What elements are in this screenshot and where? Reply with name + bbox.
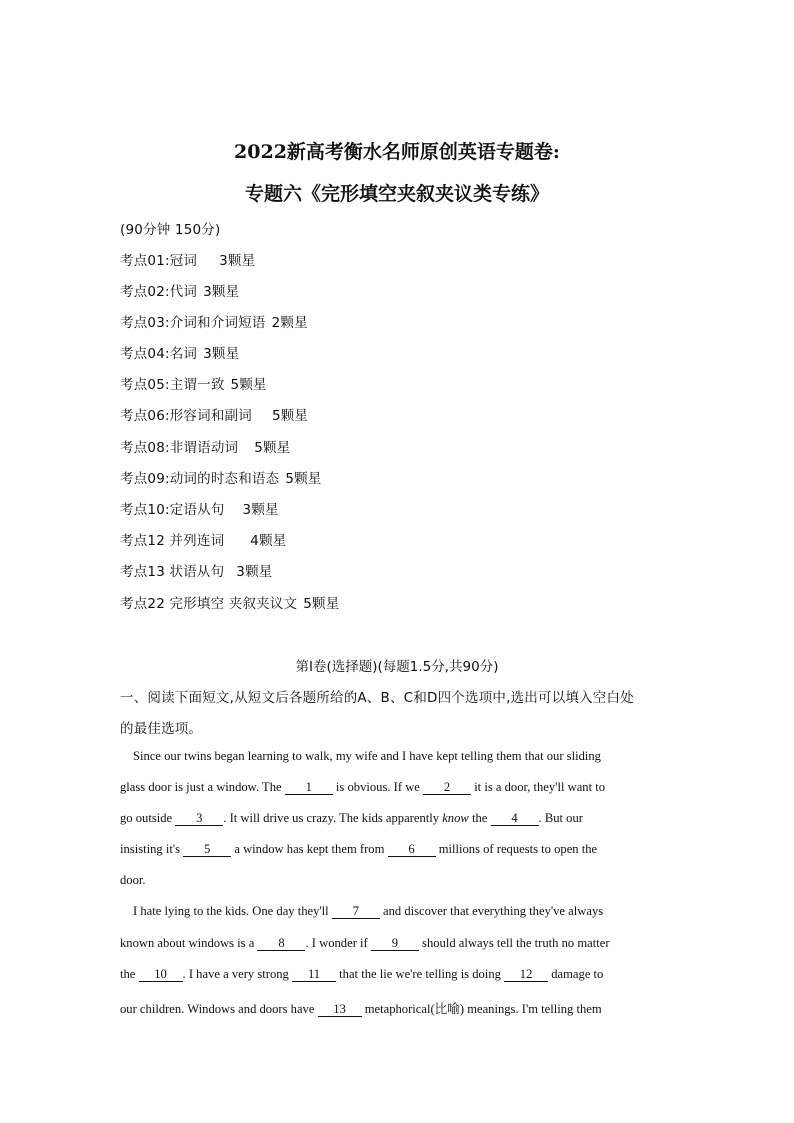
blank-11[interactable]: 11 <box>292 968 336 982</box>
blank-7[interactable]: 7 <box>332 905 380 919</box>
topic-stars: 5颗星 <box>271 408 309 424</box>
blank-3[interactable]: 3 <box>175 812 223 826</box>
topic-stars: 5颗星 <box>303 596 340 612</box>
topic-stars: 3颗星 <box>203 346 240 362</box>
passage-text: the <box>471 811 488 825</box>
topic-code: 考点09:动词的时态和语态 <box>120 471 280 487</box>
blank-5[interactable]: 5 <box>183 843 231 857</box>
topic-code: 考点13 状语从句 <box>120 564 225 580</box>
passage-text: and discover that everything they've always <box>383 904 604 918</box>
instruction-line: 一、阅读下面短文,从短文后各题所给的A、B、C和D四个选项中,选出可以填入空白处 <box>120 690 634 706</box>
passage-text: I hate lying to the kids. One day they'll <box>133 904 329 918</box>
topic-line <box>120 560 272 580</box>
document-title: 2022新高考衡水名师原创英语专题卷: <box>234 141 560 163</box>
topic-code: 考点02:代词 <box>120 284 198 300</box>
topic-stars: 5颗星 <box>254 440 291 456</box>
topic-code: 考点08:非谓语动词 <box>120 440 239 456</box>
topic-line <box>120 404 308 424</box>
italic-word: know <box>442 811 469 825</box>
topic-line <box>120 592 339 612</box>
topic-line <box>120 467 322 487</box>
topic-code: 考点06:形容词和副词 <box>120 408 252 424</box>
passage-text: . I have a very strong <box>182 967 289 981</box>
passage-line <box>120 811 583 826</box>
topic-code: 考点03:介词和介词短语 <box>120 315 266 331</box>
topic-line <box>120 249 255 269</box>
passage-text: . But our <box>538 811 583 825</box>
passage-text: glass door is just a window. The <box>120 780 282 794</box>
blank-2[interactable]: 2 <box>423 781 471 795</box>
topic-stars: 2颗星 <box>271 315 308 331</box>
topic-stars: 3颗星 <box>203 284 240 300</box>
topic-code: 考点04:名词 <box>120 346 198 362</box>
blank-6[interactable]: 6 <box>388 843 436 857</box>
passage-line: Since our twins began learning to walk, my wife and I have kept telling them that our sliding <box>133 749 601 763</box>
passage-line <box>120 780 605 795</box>
topic-stars: 5颗星 <box>230 377 267 393</box>
topic-stars: 3颗星 <box>219 253 256 269</box>
passage-text: a window has kept them from <box>234 842 385 856</box>
exam-duration: (90分钟 150分) <box>120 222 221 238</box>
passage-text: . I wonder if <box>305 936 368 950</box>
passage-text: our children. Windows and doors have <box>120 1002 315 1016</box>
passage-line <box>133 904 603 919</box>
passage-text: that the lie we're telling is doing <box>339 967 501 981</box>
passage-text: millions of requests to open the <box>438 842 598 856</box>
blank-1[interactable]: 1 <box>285 781 333 795</box>
topic-line <box>120 311 308 331</box>
blank-12[interactable]: 12 <box>504 968 548 982</box>
passage-text: damage to <box>551 967 604 981</box>
passage-text: it is a door, they'll want to <box>474 780 606 794</box>
topic-line <box>120 436 290 456</box>
passage-line <box>120 967 603 982</box>
section-heading: 第I卷(选择题)(每题1.5分,共90分) <box>295 659 499 675</box>
passage-text: insisting it's <box>120 842 181 856</box>
document-subtitle: 专题六《完形填空夹叙夹议类专练》 <box>244 183 549 205</box>
blank-8[interactable]: 8 <box>257 937 305 951</box>
passage-line <box>120 842 597 857</box>
blank-4[interactable]: 4 <box>491 812 539 826</box>
blank-10[interactable]: 10 <box>139 968 183 982</box>
topic-code: 考点01:冠词 <box>120 253 198 269</box>
instruction-line: 的最佳选项。 <box>120 721 203 737</box>
topic-stars: 3颗星 <box>236 564 273 580</box>
topic-stars: 5颗星 <box>285 471 322 487</box>
passage-line <box>120 998 602 1017</box>
topic-code: 考点10:定语从句 <box>120 502 225 518</box>
topic-line <box>120 529 286 549</box>
topic-line <box>120 373 267 393</box>
passage-line: door. <box>120 873 146 887</box>
topic-line <box>120 342 239 362</box>
topic-stars: 3颗星 <box>242 502 279 518</box>
passage-text: is obvious. If we <box>335 780 420 794</box>
passage-text: the <box>120 967 136 981</box>
topic-code: 考点12 并列连词 <box>120 533 225 549</box>
passage-line <box>120 936 610 951</box>
topic-code: 考点05:主谓一致 <box>120 377 225 393</box>
topic-code: 考点22 完形填空 夹叙夹议文 <box>120 596 298 612</box>
topic-stars: 4颗星 <box>250 533 287 549</box>
passage-text: should always tell the truth no matter <box>422 936 610 950</box>
topic-line <box>120 498 279 518</box>
passage-text: metaphorical(比喻) meanings. I'm telling them <box>364 1002 602 1016</box>
blank-9[interactable]: 9 <box>371 937 419 951</box>
passage-text: . It will drive us crazy. The kids apparently <box>223 811 440 825</box>
blank-13[interactable]: 13 <box>318 1003 362 1017</box>
topic-line <box>120 280 239 300</box>
passage-text: known about windows is a <box>120 936 255 950</box>
passage-text: go outside <box>120 811 173 825</box>
